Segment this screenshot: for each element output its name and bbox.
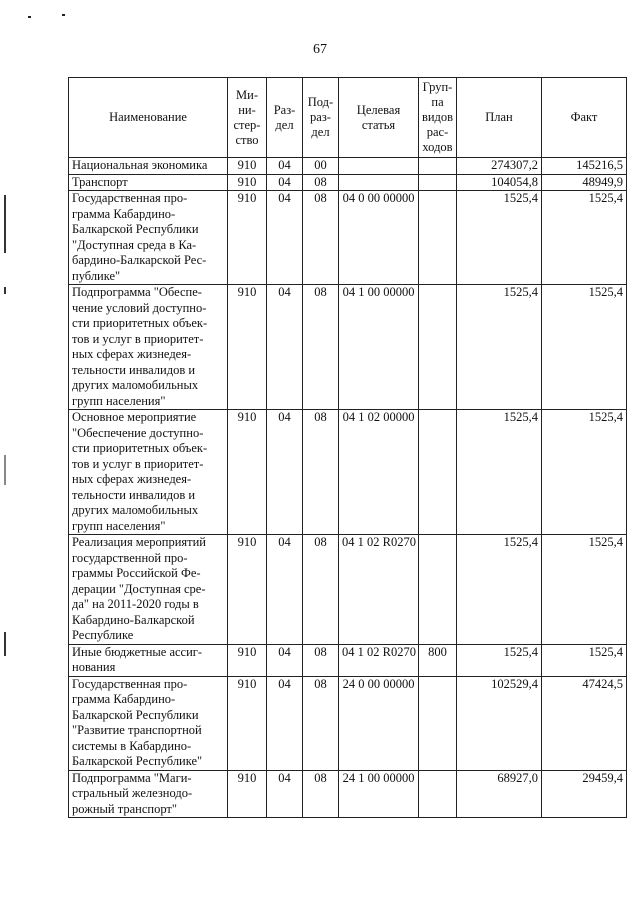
budget-table xyxy=(68,77,627,818)
row-subsection: 08 xyxy=(303,410,339,535)
row-name: Основное мероприятие "Обеспечение доступно- сти приоритетных объек- тов и услуг в приоритет- ных сферах жизнедея- тельности инвалидов и других маломобильных групп населения" xyxy=(69,410,228,535)
row-fact: 1525,4 xyxy=(542,285,627,410)
scan-margin-mark xyxy=(4,632,6,656)
header-subsection: Под- раз- дел xyxy=(303,78,339,158)
row-plan: 1525,4 xyxy=(457,285,542,410)
row-target: 04 1 02 R0270 xyxy=(339,644,419,676)
row-section: 04 xyxy=(267,644,303,676)
header-name: Наименование xyxy=(69,78,228,158)
row-group xyxy=(419,191,457,285)
table-row xyxy=(69,174,627,191)
scan-margin-mark xyxy=(4,287,6,294)
scan-speck xyxy=(62,14,65,16)
table-row xyxy=(69,158,627,175)
row-name: Государственная про- грамма Кабардино- Балкарской Республики "Доступная среда в Ка- бардино-Балкарской Рес- публике" xyxy=(69,191,228,285)
row-plan: 274307,2 xyxy=(457,158,542,175)
row-fact: 47424,5 xyxy=(542,676,627,770)
row-target: 04 0 00 00000 xyxy=(339,191,419,285)
row-section: 04 xyxy=(267,285,303,410)
row-name: Иные бюджетные ассиг- нования xyxy=(69,644,228,676)
row-section: 04 xyxy=(267,535,303,645)
header-expense-group: Груп- па видов рас- ходов xyxy=(419,78,457,158)
row-group xyxy=(419,535,457,645)
row-target: 24 1 00 00000 xyxy=(339,770,419,818)
row-target: 24 0 00 00000 xyxy=(339,676,419,770)
row-subsection: 08 xyxy=(303,770,339,818)
scan-margin-mark xyxy=(4,195,6,253)
row-ministry: 910 xyxy=(228,158,267,175)
row-name: Транспорт xyxy=(69,174,228,191)
table-row xyxy=(69,676,627,770)
row-ministry: 910 xyxy=(228,285,267,410)
header-section: Раз- дел xyxy=(267,78,303,158)
row-ministry: 910 xyxy=(228,535,267,645)
row-name: Государственная про- грамма Кабардино- Балкарской Республики "Развитие транспортной системы в Кабардино- Балкарской Республике" xyxy=(69,676,228,770)
row-section: 04 xyxy=(267,174,303,191)
row-plan: 1525,4 xyxy=(457,644,542,676)
row-group xyxy=(419,285,457,410)
table-header-row xyxy=(69,78,627,158)
header-target-article: Целевая статья xyxy=(339,78,419,158)
row-subsection: 08 xyxy=(303,644,339,676)
row-name: Национальная экономика xyxy=(69,158,228,175)
row-group xyxy=(419,770,457,818)
scan-margin-mark xyxy=(4,455,6,485)
row-section: 04 xyxy=(267,158,303,175)
row-fact: 1525,4 xyxy=(542,535,627,645)
row-plan: 1525,4 xyxy=(457,410,542,535)
row-fact: 48949,9 xyxy=(542,174,627,191)
row-section: 04 xyxy=(267,770,303,818)
page-number: 67 xyxy=(313,42,327,57)
row-group: 800 xyxy=(419,644,457,676)
row-ministry: 910 xyxy=(228,191,267,285)
row-fact: 1525,4 xyxy=(542,191,627,285)
table-row xyxy=(69,535,627,645)
header-fact: Факт xyxy=(542,78,627,158)
header-plan: План xyxy=(457,78,542,158)
row-fact: 1525,4 xyxy=(542,644,627,676)
table-row xyxy=(69,644,627,676)
row-subsection: 08 xyxy=(303,174,339,191)
row-plan: 68927,0 xyxy=(457,770,542,818)
row-group xyxy=(419,676,457,770)
table-row xyxy=(69,770,627,818)
row-plan: 102529,4 xyxy=(457,676,542,770)
row-target: 04 1 00 00000 xyxy=(339,285,419,410)
row-ministry: 910 xyxy=(228,410,267,535)
header-ministry: Ми- ни- стер- ство xyxy=(228,78,267,158)
row-name: Реализация мероприятий государственной про- граммы Российской Фе- дерации "Доступная сре- да" на 2011-2020 годы в Кабардино-Балкарской Республике xyxy=(69,535,228,645)
row-ministry: 910 xyxy=(228,174,267,191)
row-target: 04 1 02 R0270 xyxy=(339,535,419,645)
table-row xyxy=(69,410,627,535)
row-group xyxy=(419,158,457,175)
row-ministry: 910 xyxy=(228,644,267,676)
row-name: Подпрограмма "Обеспе- чение условий доступно- сти приоритетных объек- тов и услуг в приоритет- ных сферах жизнедея- тельности инвалидов и других маломобильных групп населения" xyxy=(69,285,228,410)
row-ministry: 910 xyxy=(228,770,267,818)
row-plan: 1525,4 xyxy=(457,535,542,645)
row-subsection: 08 xyxy=(303,676,339,770)
row-fact: 1525,4 xyxy=(542,410,627,535)
row-group xyxy=(419,174,457,191)
row-subsection: 08 xyxy=(303,535,339,645)
row-fact: 29459,4 xyxy=(542,770,627,818)
row-subsection: 08 xyxy=(303,285,339,410)
row-target: 04 1 02 00000 xyxy=(339,410,419,535)
row-section: 04 xyxy=(267,676,303,770)
row-fact: 145216,5 xyxy=(542,158,627,175)
row-subsection: 00 xyxy=(303,158,339,175)
row-ministry: 910 xyxy=(228,676,267,770)
row-target xyxy=(339,174,419,191)
row-plan: 104054,8 xyxy=(457,174,542,191)
row-section: 04 xyxy=(267,191,303,285)
table-row xyxy=(69,285,627,410)
row-plan: 1525,4 xyxy=(457,191,542,285)
row-name: Подпрограмма "Маги- стральный железнодо- рожный транспорт" xyxy=(69,770,228,818)
row-section: 04 xyxy=(267,410,303,535)
row-target xyxy=(339,158,419,175)
scan-speck xyxy=(28,16,31,18)
row-subsection: 08 xyxy=(303,191,339,285)
row-group xyxy=(419,410,457,535)
table-row xyxy=(69,191,627,285)
